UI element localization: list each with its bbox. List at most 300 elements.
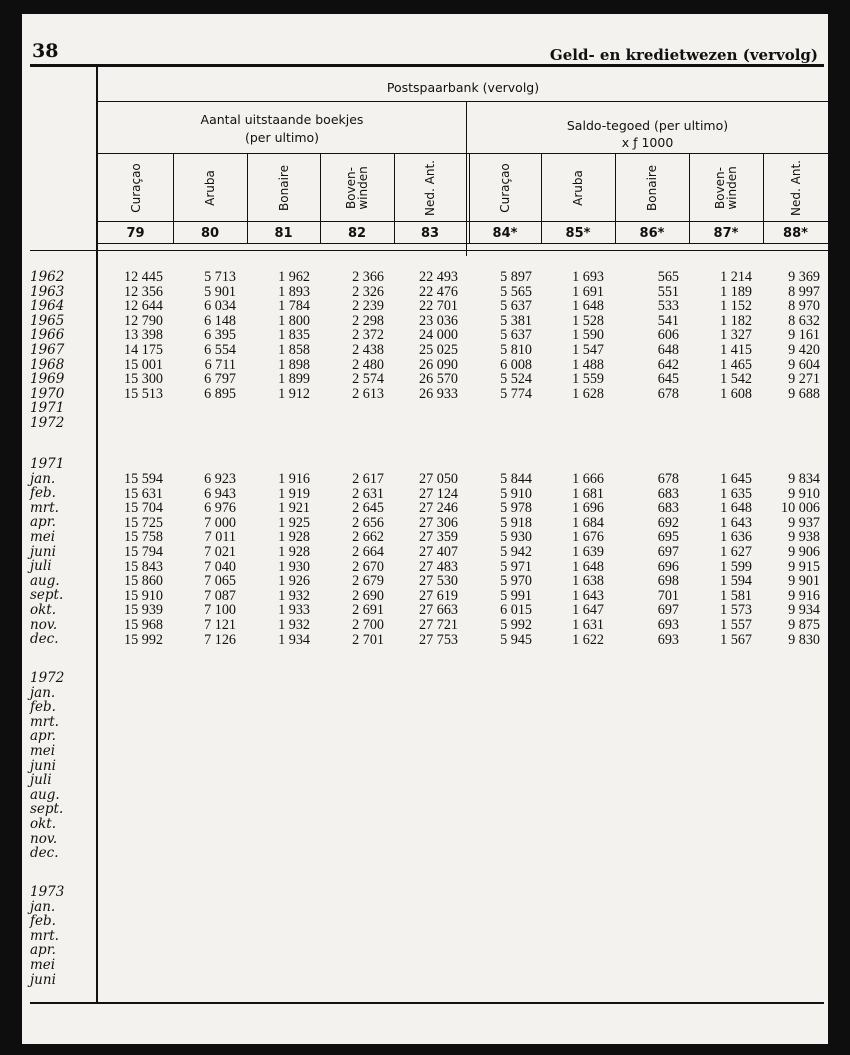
table-cell: 22 701: [418, 298, 458, 315]
row-label: apr.: [30, 942, 56, 959]
table-cell: 6 395: [204, 327, 236, 344]
monthly-1971-column: [462, 472, 532, 647]
table-cell: 2 239: [352, 298, 384, 315]
table-cell: 1 648: [572, 298, 604, 315]
table-cell: 1 962: [278, 269, 310, 285]
table-cell: 5 810: [500, 341, 532, 358]
table-cell: 541: [657, 312, 679, 329]
monthly-1971-column: [388, 472, 458, 647]
annual-column: [534, 270, 604, 401]
table-cell: 1 581: [720, 587, 752, 604]
table-cell: 648: [657, 341, 679, 358]
numbers-rule: [98, 243, 828, 244]
table-cell: 27 721: [418, 616, 458, 633]
table-cell: 9 938: [788, 529, 820, 546]
table-cell: 1 932: [278, 616, 310, 633]
table-cell: 1 691: [572, 283, 604, 300]
table-cell: 1 567: [720, 631, 752, 648]
heading-bottom-rule: [30, 250, 828, 251]
column-number: 88*: [783, 226, 808, 241]
table-cell: 697: [657, 602, 679, 619]
column-number: 82: [347, 226, 367, 241]
table-cell: 1 628: [572, 385, 604, 402]
table-cell: 1 608: [720, 385, 752, 402]
annual-column: [314, 270, 384, 401]
table-main-title: Postspaarbank (vervolg): [386, 80, 540, 95]
month-labels-1971: [30, 457, 64, 647]
group2-subtitle: x ƒ 1000: [621, 135, 674, 150]
row-label: juni: [30, 971, 56, 988]
table-cell: 15 758: [123, 529, 163, 546]
table-cell: 7 121: [204, 616, 236, 633]
table-cell: 9 915: [788, 558, 820, 575]
table-cell: 565: [657, 269, 679, 285]
table-cell: 15 725: [123, 514, 163, 531]
table-cell: 692: [657, 514, 679, 531]
table-cell: 1 893: [278, 283, 310, 300]
table-cell: 1 635: [720, 485, 752, 502]
table-cell: 2 613: [352, 385, 384, 402]
table-cell: 1 919: [278, 485, 310, 502]
row-label: jan.: [30, 684, 56, 701]
table-cell: 15 992: [123, 631, 163, 648]
row-label: 1963: [30, 283, 65, 300]
column-number: 84*: [492, 226, 518, 241]
table-cell: 8 632: [788, 312, 820, 329]
table-cell: 1 693: [572, 269, 604, 285]
table-cell: 12 445: [123, 269, 163, 285]
table-cell: 6 976: [204, 500, 236, 517]
group2-title: Saldo-tegoed (per ultimo): [566, 118, 729, 133]
table-cell: 1 666: [572, 471, 604, 487]
table-cell: 27 306: [418, 514, 458, 531]
row-label: 1972: [30, 670, 65, 686]
table-cell: 5 637: [500, 298, 532, 315]
table-cell: 26 090: [418, 356, 458, 373]
table-cell: 1 645: [720, 471, 752, 487]
table-cell: 698: [657, 573, 679, 590]
annual-column: [93, 270, 163, 401]
row-label: okt.: [30, 815, 57, 832]
column-label-text: Bonaire: [276, 164, 291, 211]
table-cell: 1 925: [278, 514, 310, 531]
title-rule: [98, 101, 828, 102]
table-cell: 27 483: [418, 558, 458, 575]
table-cell: 1 684: [572, 514, 604, 531]
monthly-1971-column: [240, 472, 310, 647]
page-number: 38: [32, 40, 59, 62]
table-cell: 5 897: [500, 269, 532, 285]
table-cell: 7 100: [204, 602, 236, 619]
column-number: 79: [126, 226, 145, 241]
row-label: nov.: [30, 830, 58, 847]
table-cell: 2 438: [352, 341, 384, 358]
table-cell: 1 916: [278, 471, 310, 487]
table-cell: 1 557: [720, 616, 752, 633]
table-cell: 693: [657, 631, 679, 648]
table-cell: 2 645: [352, 500, 384, 517]
table-cell: 27 530: [418, 573, 458, 590]
table-cell: 1 784: [278, 298, 310, 315]
table-cell: 5 918: [500, 514, 532, 531]
table-cell: 683: [657, 500, 679, 517]
table-cell: 683: [657, 485, 679, 502]
monthly-1971-column: [314, 472, 384, 647]
table-cell: 7 000: [204, 514, 236, 531]
table-cell: 24 000: [418, 327, 458, 344]
table-cell: 5 565: [500, 283, 532, 300]
column-number: 80: [200, 226, 220, 241]
row-label: apr.: [30, 514, 56, 531]
table-cell: 2 656: [352, 514, 384, 531]
table-cell: 27 359: [418, 529, 458, 546]
table-cell: 12 790: [123, 312, 163, 329]
table-cell: 1 590: [572, 327, 604, 344]
table-cell: 1 152: [720, 298, 752, 315]
row-label: aug.: [30, 786, 60, 803]
table-cell: 6 797: [204, 371, 236, 388]
table-cell: 5 774: [500, 385, 532, 402]
row-label: 1962: [30, 269, 65, 285]
table-cell: 5 978: [500, 500, 532, 517]
table-cell: 642: [657, 356, 679, 373]
table-cell: 27 619: [418, 587, 458, 604]
table-cell: 6 148: [204, 312, 236, 329]
row-label: sept.: [30, 801, 64, 818]
table-cell: 15 794: [123, 543, 163, 560]
monthly-1971-column: [750, 472, 820, 647]
row-label: okt.: [30, 601, 57, 618]
table-cell: 1 933: [278, 602, 310, 619]
row-label: juni: [30, 757, 56, 774]
table-cell: 1 928: [278, 529, 310, 546]
table-cell: 5 930: [500, 529, 532, 546]
table-cell: 9 916: [788, 587, 820, 604]
table-cell: 15 001: [123, 356, 163, 373]
table-cell: 5 844: [500, 471, 532, 487]
table-cell: 1 639: [572, 543, 604, 560]
table-cell: 15 910: [123, 587, 163, 604]
table-cell: 6 895: [204, 385, 236, 402]
table-cell: 6 008: [500, 356, 532, 373]
table-cell: 5 524: [500, 371, 532, 388]
column-number: 87*: [713, 226, 739, 241]
table-cell: 1 681: [572, 485, 604, 502]
row-label: aug.: [30, 572, 60, 589]
column-label: [247, 154, 320, 221]
table-cell: 1 189: [720, 283, 752, 300]
table-cell: 1 648: [720, 500, 752, 517]
table-cell: 2 298: [352, 312, 384, 329]
group1-title: Aantal uitstaande boekjes: [200, 112, 364, 127]
column-number: 86*: [639, 226, 665, 241]
table-cell: 1 528: [572, 312, 604, 329]
table-cell: 606: [657, 327, 679, 344]
table-cell: 696: [657, 558, 679, 575]
table-cell: 678: [657, 385, 679, 402]
table-cell: 645: [657, 371, 679, 388]
table-cell: 1 934: [278, 631, 310, 648]
row-label: apr.: [30, 728, 56, 745]
row-label: feb.: [30, 485, 56, 502]
table-cell: 1 932: [278, 587, 310, 604]
column-label-text: Boven- winden: [344, 165, 370, 210]
annual-column: [682, 270, 752, 401]
table-cell: 8 997: [788, 283, 820, 300]
column-label-text: Boven- winden: [713, 165, 739, 210]
table-cell: 15 513: [123, 385, 163, 402]
table-cell: 678: [657, 471, 679, 487]
table-cell: 15 704: [123, 500, 163, 517]
table-cell: 1 182: [720, 312, 752, 329]
table-cell: 1 648: [572, 558, 604, 575]
table-cell: 5 910: [500, 485, 532, 502]
table-cell: 1 465: [720, 356, 752, 373]
table-cell: 1 643: [720, 514, 752, 531]
table-cell: 1 912: [278, 385, 310, 402]
table-cell: 15 300: [123, 371, 163, 388]
row-label: 1968: [30, 356, 65, 373]
table-cell: 6 554: [204, 341, 236, 358]
table-cell: 2 662: [352, 529, 384, 546]
annual-column: [462, 270, 532, 401]
month-labels-1973: [30, 885, 64, 987]
annual-column: [750, 270, 820, 401]
table-cell: 7 021: [204, 543, 236, 560]
column-label: [394, 154, 466, 221]
column-label: [469, 154, 541, 221]
header-rule: [30, 64, 824, 67]
row-label: mei: [30, 956, 56, 973]
table-cell: 9 875: [788, 616, 820, 633]
table-cell: 15 939: [123, 602, 163, 619]
table-cell: 5 970: [500, 573, 532, 590]
column-label: [98, 154, 173, 221]
table-cell: 2 679: [352, 573, 384, 590]
column-label-text: Aruba: [203, 169, 217, 206]
column-label: [173, 154, 247, 221]
row-label: mrt.: [30, 713, 59, 730]
column-label: [689, 154, 763, 221]
table-cell: 9 906: [788, 543, 820, 560]
table-cell: 1 921: [278, 500, 310, 517]
annual-column: [609, 270, 679, 401]
column-number: 83: [420, 226, 440, 241]
table-cell: 27 753: [418, 631, 458, 648]
row-label: feb.: [30, 913, 56, 930]
row-label: dec.: [30, 845, 59, 862]
row-label: jan.: [30, 470, 56, 487]
table-cell: 9 830: [788, 631, 820, 648]
table-cell: 693: [657, 616, 679, 633]
row-label: nov.: [30, 616, 58, 633]
table-cell: 1 631: [572, 616, 604, 633]
table-cell: 1 676: [572, 529, 604, 546]
table-cell: 15 968: [123, 616, 163, 633]
table-cell: 22 476: [418, 283, 458, 300]
table-cell: 1 327: [720, 327, 752, 344]
month-labels-1972: [30, 671, 64, 861]
column-label-text: Ned. Ant.: [788, 159, 803, 216]
table-cell: 1 928: [278, 543, 310, 560]
row-label: 1966: [30, 327, 65, 344]
column-label-text: Aruba: [571, 169, 585, 206]
table-cell: 7 065: [204, 573, 236, 590]
row-label: mrt.: [30, 927, 59, 944]
labels-rule: [98, 221, 828, 222]
table-cell: 1 547: [572, 341, 604, 358]
table-cell: 1 899: [278, 371, 310, 388]
table-cell: 27 663: [418, 602, 458, 619]
table-cell: 9 934: [788, 602, 820, 619]
column-label: [763, 154, 828, 221]
row-label: 1970: [30, 385, 65, 402]
table-cell: 15 843: [123, 558, 163, 575]
table-cell: 5 971: [500, 558, 532, 575]
monthly-1971-column: [534, 472, 604, 647]
table-cell: 701: [657, 587, 679, 604]
table-cell: 1 488: [572, 356, 604, 373]
table-cell: 2 670: [352, 558, 384, 575]
row-label: mei: [30, 528, 56, 545]
table-cell: 27 246: [418, 500, 458, 517]
table-cell: 5 381: [500, 312, 532, 329]
row-label: juli: [30, 558, 52, 575]
table-cell: 2 691: [352, 602, 384, 619]
table-cell: 5 991: [500, 587, 532, 604]
row-label: 1967: [30, 341, 65, 358]
annual-column: [388, 270, 458, 401]
table-cell: 27 407: [418, 543, 458, 560]
table-cell: 7 126: [204, 631, 236, 648]
row-label: sept.: [30, 587, 64, 604]
monthly-1971-column: [93, 472, 163, 647]
row-label: feb.: [30, 699, 56, 716]
table-cell: 9 161: [788, 327, 820, 344]
column-label-text: Curaçao: [498, 162, 512, 213]
table-cell: 26 933: [418, 385, 458, 402]
annual-column: [240, 270, 310, 401]
table-cell: 9 937: [788, 514, 820, 531]
table-cell: 1 926: [278, 573, 310, 590]
table-cell: 5 992: [500, 616, 532, 633]
table-cell: 1 696: [572, 500, 604, 517]
table-cell: 2 617: [352, 471, 384, 487]
column-label: [615, 154, 689, 221]
table-cell: 1 638: [572, 573, 604, 590]
table-cell: 1 214: [720, 269, 752, 285]
table-cell: 2 690: [352, 587, 384, 604]
table-cell: 27 050: [418, 471, 458, 487]
table-cell: 1 599: [720, 558, 752, 575]
table-cell: 1 542: [720, 371, 752, 388]
table-cell: 27 124: [418, 485, 458, 502]
column-number: 81: [274, 226, 293, 241]
table-cell: 10 006: [780, 500, 820, 517]
row-label: juli: [30, 772, 52, 789]
table-cell: 1 627: [720, 543, 752, 560]
table-cell: 6 711: [204, 356, 236, 373]
row-label: 1964: [30, 298, 65, 315]
table-cell: 2 366: [352, 269, 384, 285]
table-cell: 1 622: [572, 631, 604, 648]
table-cell: 2 664: [352, 543, 384, 560]
column-label: [320, 154, 394, 221]
table-cell: 2 372: [352, 327, 384, 344]
table-cell: 13 398: [123, 327, 163, 344]
table-cell: 25 025: [418, 341, 458, 358]
row-label: juni: [30, 543, 56, 560]
table-cell: 1 930: [278, 558, 310, 575]
table-cell: 1 573: [720, 602, 752, 619]
table-cell: 15 860: [123, 573, 163, 590]
table-cell: 2 326: [352, 283, 384, 300]
column-label-text: Ned. Ant.: [423, 159, 437, 216]
table-cell: 5 713: [204, 269, 236, 285]
table-cell: 12 356: [123, 283, 163, 300]
table-cell: 1 898: [278, 356, 310, 373]
table-cell: 6 034: [204, 298, 236, 315]
row-label: 1972: [30, 414, 65, 431]
row-label: 1969: [30, 371, 65, 388]
table-cell: 1 858: [278, 341, 310, 358]
table-cell: 1 647: [572, 602, 604, 619]
table-cell: 695: [657, 529, 679, 546]
table-cell: 5 942: [500, 543, 532, 560]
column-label-text: Curaçao: [128, 162, 143, 213]
table-cell: 9 420: [788, 341, 820, 358]
monthly-1971-column: [609, 472, 679, 647]
row-label: dec.: [30, 631, 59, 648]
table-cell: 26 570: [418, 371, 458, 388]
table-cell: 7 040: [204, 558, 236, 575]
table-cell: 2 574: [352, 371, 384, 388]
table-cell: 551: [657, 283, 679, 300]
row-label: mei: [30, 742, 56, 759]
monthly-1971-column: [682, 472, 752, 647]
table-cell: 9 834: [788, 471, 820, 487]
row-label: 1971: [30, 456, 65, 472]
column-number: 85*: [565, 226, 591, 241]
table-cell: 9 910: [788, 485, 820, 502]
table-cell: 5 901: [204, 283, 236, 300]
document-page: [22, 14, 828, 1044]
column-label: [541, 154, 615, 221]
table-cell: 23 036: [418, 312, 458, 329]
table-cell: 9 271: [788, 371, 820, 388]
table-cell: 1 415: [720, 341, 752, 358]
row-label: 1971: [30, 400, 65, 417]
table-cell: 1 835: [278, 327, 310, 344]
table-cell: 697: [657, 543, 679, 560]
table-cell: 2 701: [352, 631, 384, 648]
row-label: 1973: [30, 884, 65, 900]
table-cell: 5 637: [500, 327, 532, 344]
table-cell: 9 604: [788, 356, 820, 373]
table-cell: 6 015: [500, 602, 532, 619]
group1-subtitle: (per ultimo): [244, 130, 320, 145]
table-cell: 533: [657, 298, 679, 315]
table-cell: 2 700: [352, 616, 384, 633]
table-cell: 14 175: [123, 341, 163, 358]
table-cell: 6 923: [204, 471, 236, 487]
table-cell: 5 945: [500, 631, 532, 648]
table-cell: 1 636: [720, 529, 752, 546]
table-cell: 9 688: [788, 385, 820, 402]
table-cell: 7 087: [204, 587, 236, 604]
table-cell: 15 631: [123, 485, 163, 502]
table-cell: 1 800: [278, 312, 310, 329]
